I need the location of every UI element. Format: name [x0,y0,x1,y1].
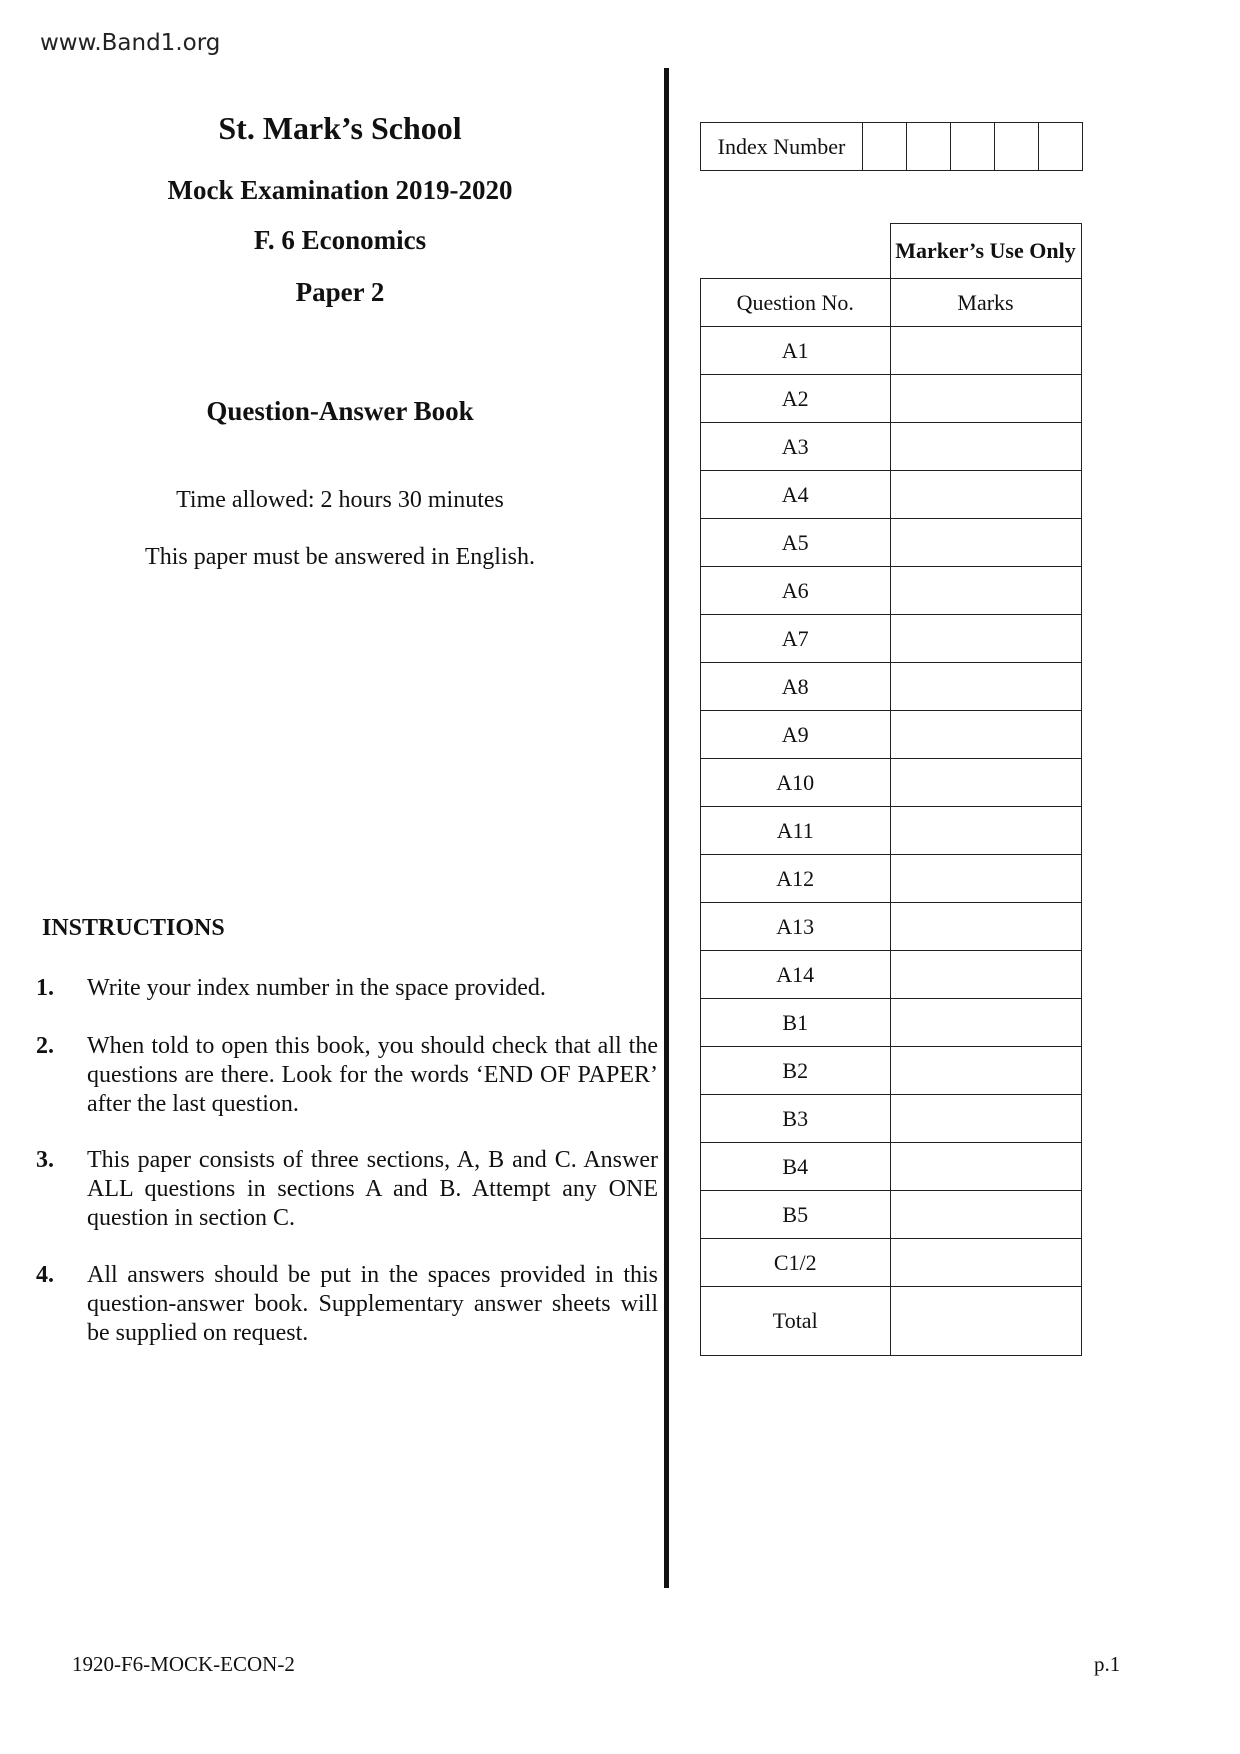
index-number-label: Index Number [701,123,863,171]
instruction-number: 2. [36,1033,54,1059]
question-number: A11 [701,807,891,855]
question-no-header: Question No. [701,279,891,327]
question-number: A10 [701,759,891,807]
question-number: A12 [701,855,891,903]
question-number: A5 [701,519,891,567]
marks-cell[interactable] [890,471,1081,519]
index-digit-field[interactable] [863,123,907,171]
index-number-box [700,122,1083,171]
question-number: A4 [701,471,891,519]
marks-cell[interactable] [890,1191,1081,1239]
instruction-item [36,1032,658,1119]
marks-row [701,711,1082,759]
marks-cell[interactable] [890,327,1081,375]
total-marks-cell[interactable] [890,1287,1081,1356]
marks-row [701,807,1082,855]
question-number: A7 [701,615,891,663]
paper-title: Paper 2 [295,277,385,307]
question-number: A6 [701,567,891,615]
marks-cell[interactable] [890,519,1081,567]
marks-cell[interactable] [890,1095,1081,1143]
language-note: This paper must be answered in English. [145,544,535,570]
marks-row [701,615,1082,663]
total-label: Total [701,1287,891,1356]
question-number: A9 [701,711,891,759]
watermark: www.Band1.org [40,30,221,56]
question-number: B4 [701,1143,891,1191]
marks-cell[interactable] [890,375,1081,423]
marks-cell[interactable] [890,951,1081,999]
question-number: C1/2 [701,1239,891,1287]
marks-row [701,951,1082,999]
question-number: A8 [701,663,891,711]
index-digit-field[interactable] [995,123,1039,171]
blank-corner [701,224,891,279]
question-number: B3 [701,1095,891,1143]
instruction-number: 3. [36,1147,54,1173]
marks-cell[interactable] [890,423,1081,471]
index-digit-field[interactable] [1039,123,1083,171]
marks-row [701,471,1082,519]
marks-table [700,223,1082,1356]
marks-cell[interactable] [890,1047,1081,1095]
question-number: B2 [701,1047,891,1095]
marks-header: Marks [890,279,1081,327]
marks-row [701,663,1082,711]
index-digit-field[interactable] [951,123,995,171]
question-number: B1 [701,999,891,1047]
subject-title: F. 6 Economics [253,225,427,255]
question-number: A14 [701,951,891,999]
question-number: A3 [701,423,891,471]
marks-row [701,1095,1082,1143]
instruction-item [36,1146,658,1233]
page-number: p.1 [1094,1652,1121,1676]
marks-row [701,1047,1082,1095]
instruction-item [36,1261,658,1348]
index-digit-field[interactable] [907,123,951,171]
marks-row [701,759,1082,807]
marker-use-header: Marker’s Use Only [890,224,1081,279]
marks-cell[interactable] [890,567,1081,615]
marks-cell[interactable] [890,663,1081,711]
marks-cell[interactable] [890,999,1081,1047]
marks-row [701,567,1082,615]
marks-cell[interactable] [890,615,1081,663]
total-row [701,1287,1082,1356]
marks-cell[interactable] [890,807,1081,855]
time-allowed: Time allowed: 2 hours 30 minutes [176,487,504,513]
instructions-heading: INSTRUCTIONS [42,915,225,941]
marks-cell[interactable] [890,711,1081,759]
marks-row [701,1239,1082,1287]
question-number: B5 [701,1191,891,1239]
question-number: A2 [701,375,891,423]
paper-code: 1920-F6-MOCK-ECON-2 [72,1652,295,1676]
marks-row [701,423,1082,471]
instruction-item [36,974,658,1003]
vertical-divider [664,68,669,1588]
marks-row [701,903,1082,951]
instruction-text: When told to open this book, you should check that all the questions are there. Look for the words ‘END OF PAPER’ after the last question. [87,1033,658,1117]
marks-cell[interactable] [890,1143,1081,1191]
instruction-number: 4. [36,1262,54,1288]
marks-row [701,375,1082,423]
instruction-text: All answers should be put in the spaces provided in this question-answer book. Supplementary answer sheets will be supplied on request. [87,1262,658,1346]
marks-cell[interactable] [890,903,1081,951]
book-title: Question-Answer Book [206,396,474,426]
exam-title: Mock Examination 2019-2020 [167,175,513,205]
school-name: St. Mark’s School [218,110,462,146]
instruction-number: 1. [36,975,54,1001]
marks-row [701,327,1082,375]
marks-row [701,519,1082,567]
marks-cell[interactable] [890,1239,1081,1287]
question-number: A1 [701,327,891,375]
marks-cell[interactable] [890,759,1081,807]
question-number: A13 [701,903,891,951]
instruction-text: This paper consists of three sections, A, B and C. Answer ALL questions in sections A and B. Attempt any ONE question in section C. [87,1147,658,1231]
instruction-text: Write your index number in the space provided. [87,975,546,1001]
marks-row [701,999,1082,1047]
marks-row [701,855,1082,903]
marks-row [701,1191,1082,1239]
marks-cell[interactable] [890,855,1081,903]
marks-row [701,1143,1082,1191]
